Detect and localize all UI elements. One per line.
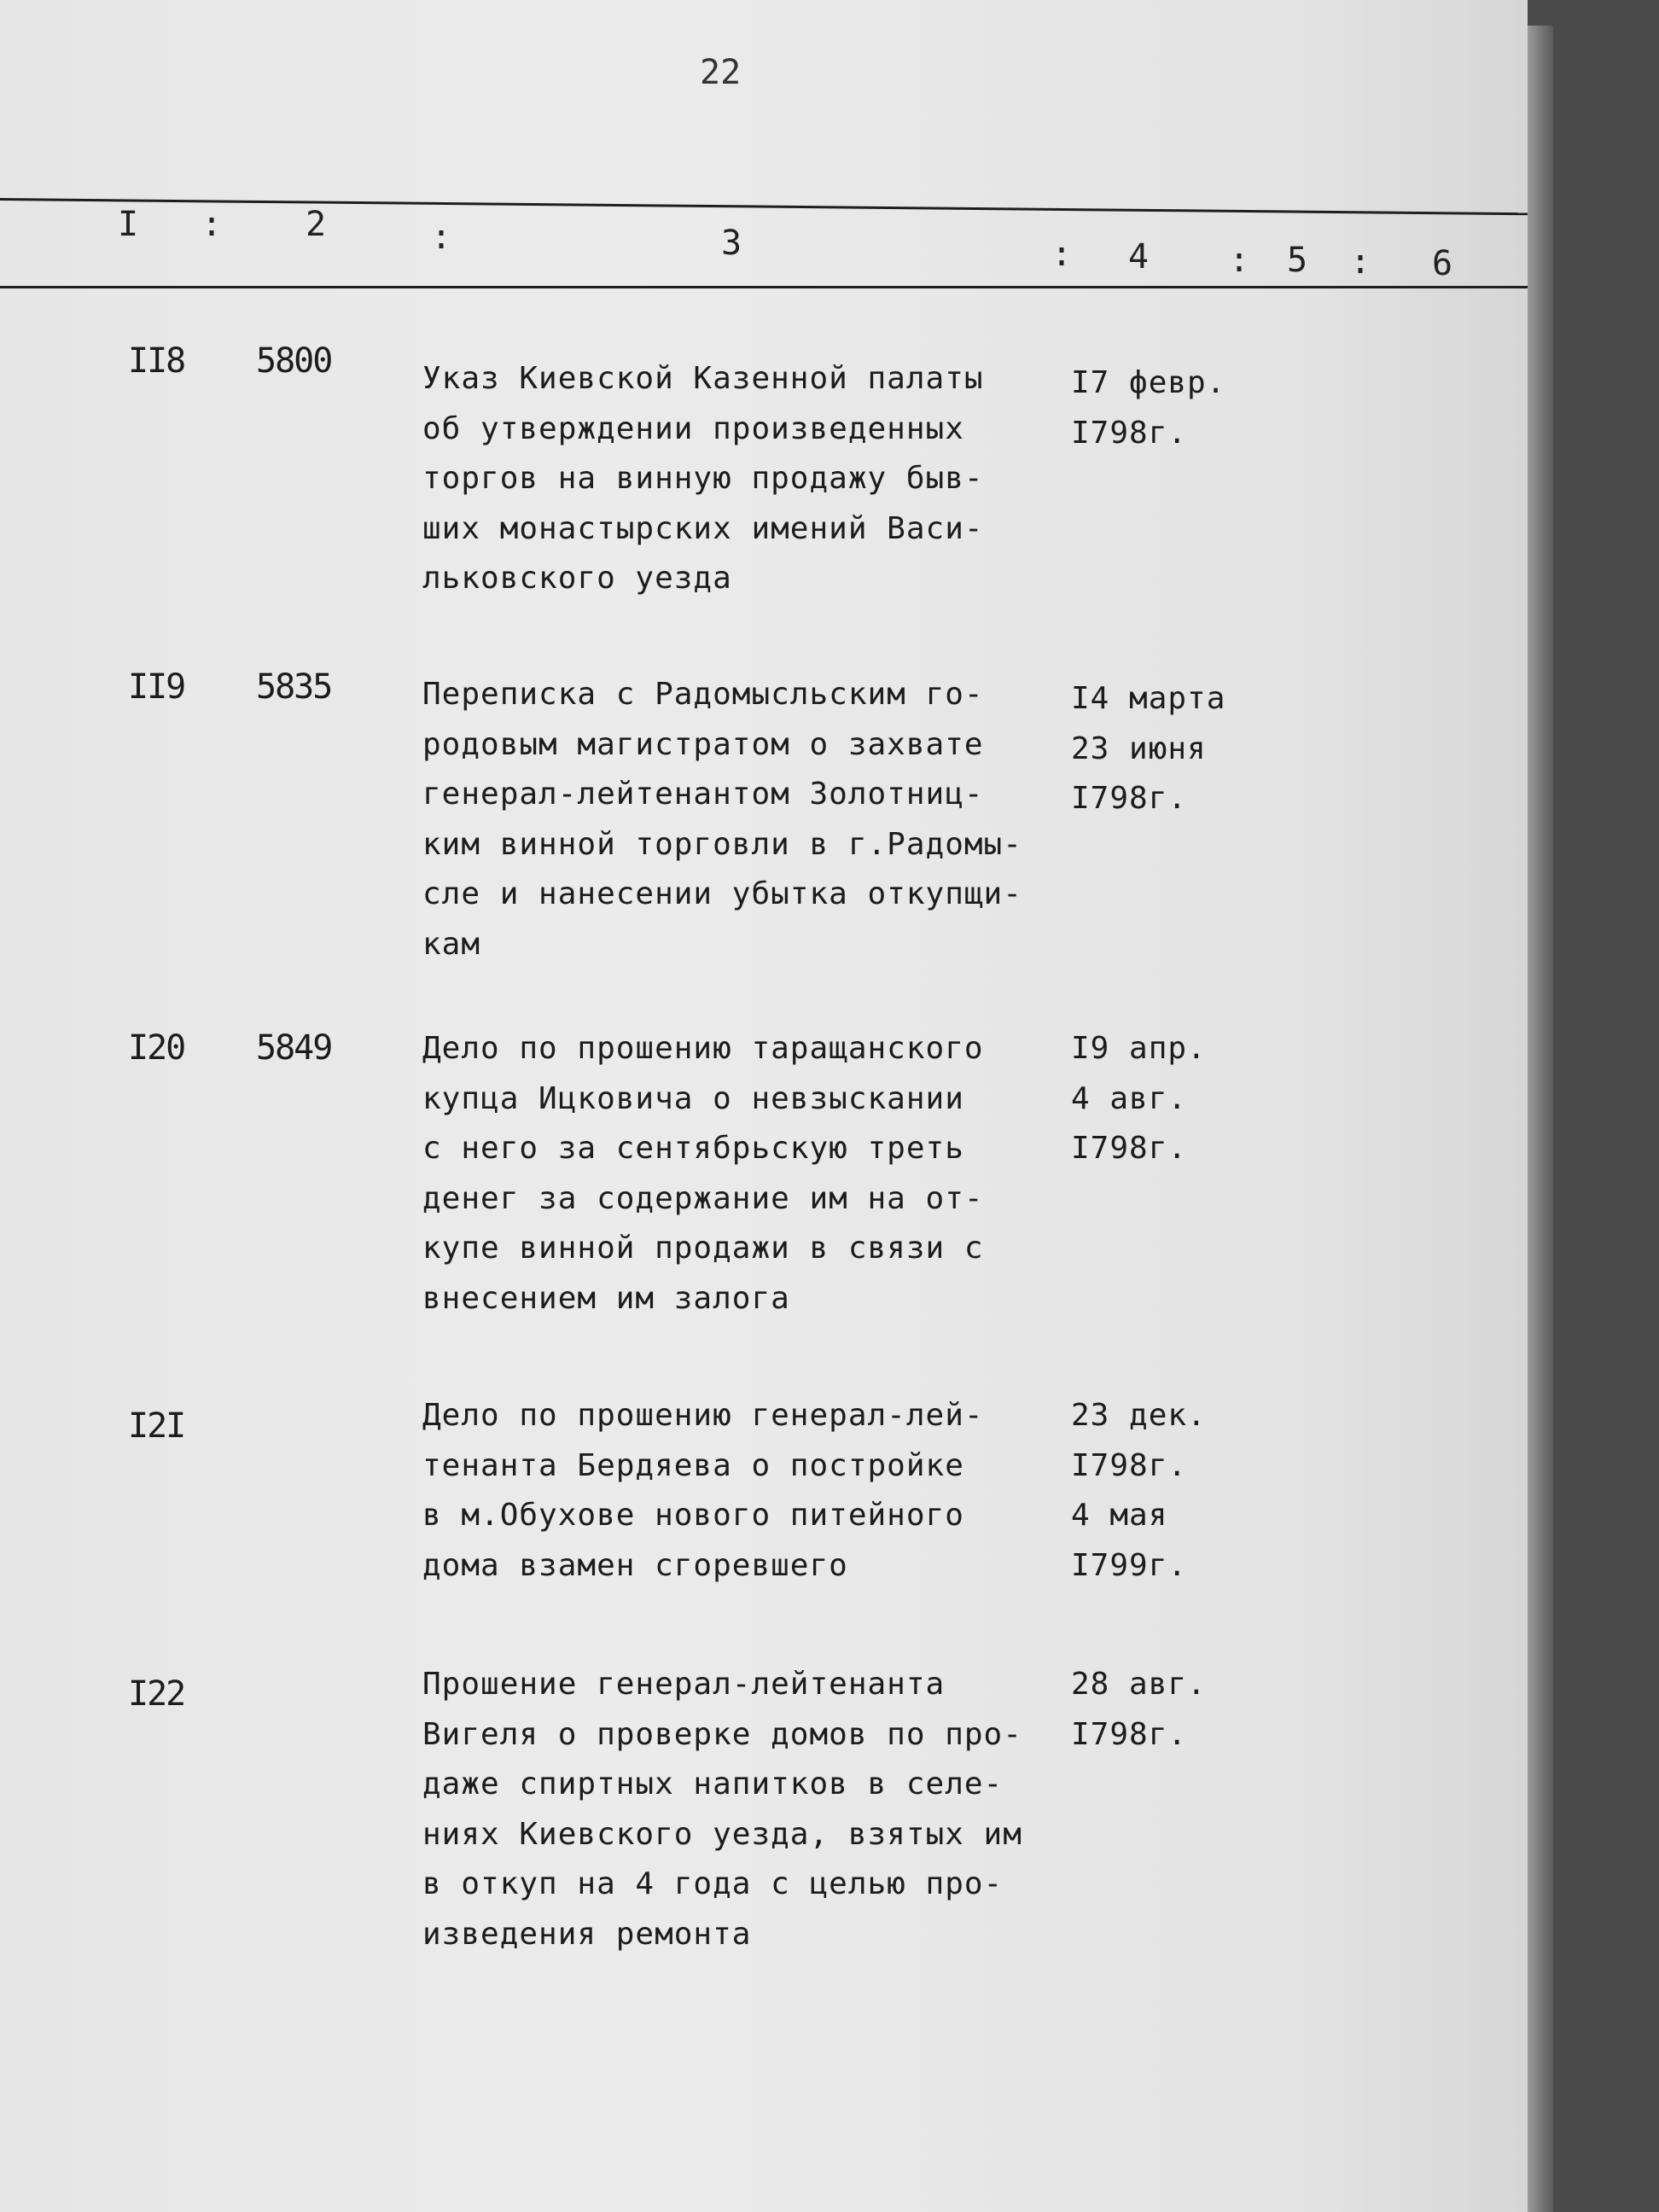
entry-number: I2I	[128, 1406, 185, 1446]
entry-number: I20	[128, 1028, 185, 1068]
entry-title: Указ Киевской Казенной палаты об утверждении произведенных торгов на винную продажу быв- ших монастырских имений Васи- льковского уезда	[422, 361, 984, 596]
column-separator: :	[1229, 241, 1250, 280]
entry-fond-number: 5800	[256, 341, 332, 381]
entry-dates: I7 февр. I798г.	[1071, 365, 1226, 451]
entry-title: Дело по прошению генерал-лей- тенанта Бердяева о постройке в м.Обухове нового питейного дома взамен сгоревшего	[422, 1398, 984, 1583]
column-header-3: 3	[721, 224, 742, 263]
column-header-5: 5	[1287, 241, 1308, 280]
entry-dates: I4 марта 23 июня I798г.	[1071, 681, 1226, 816]
entry-dates: 28 авг. I798г.	[1071, 1667, 1207, 1752]
entry-number: I22	[128, 1674, 185, 1714]
column-separator: :	[1051, 235, 1073, 274]
entry-number: II8	[128, 341, 185, 381]
column-separator: :	[1350, 242, 1371, 282]
entry-fond-number: 5835	[256, 667, 332, 707]
column-header-1: I	[118, 205, 139, 244]
entry-dates: I9 апр. 4 авг. I798г.	[1071, 1031, 1207, 1166]
entry-title: Переписка с Радомысльским го- родовым магистратом о захвате генерал-лейтенантом Золотниц- ким винной торговли в г.Радомы- сле и нанесении убытка откупщи- кам	[422, 677, 1022, 962]
entry-dates: 23 дек. I798г. 4 мая I799г.	[1071, 1398, 1207, 1583]
entry-fond-number: 5849	[256, 1028, 332, 1068]
entry-number: II9	[128, 667, 185, 707]
column-header-4: 4	[1128, 237, 1150, 276]
column-separator: :	[431, 218, 452, 257]
header-bottom-rule	[0, 286, 1528, 288]
page-number: 22	[700, 53, 742, 92]
column-header-2: 2	[306, 205, 327, 244]
page-edge-shadow	[1528, 26, 1553, 2212]
column-header-6: 6	[1432, 244, 1453, 283]
entry-title: Дело по прошению таращанского купца Ицковича о невзыскании с него за сентябрьскую треть денег за содержание им на от- купе винной продажи в связи с внесением им залога	[422, 1031, 984, 1316]
column-separator: :	[201, 205, 223, 244]
entry-title: Прошение генерал-лейтенанта Вигеля о проверке домов по про- даже спиртных напитков в селе- ниях Киевского уезда, взятых им в откуп на 4 года с целью про- изведения ремонта	[422, 1667, 1022, 1952]
